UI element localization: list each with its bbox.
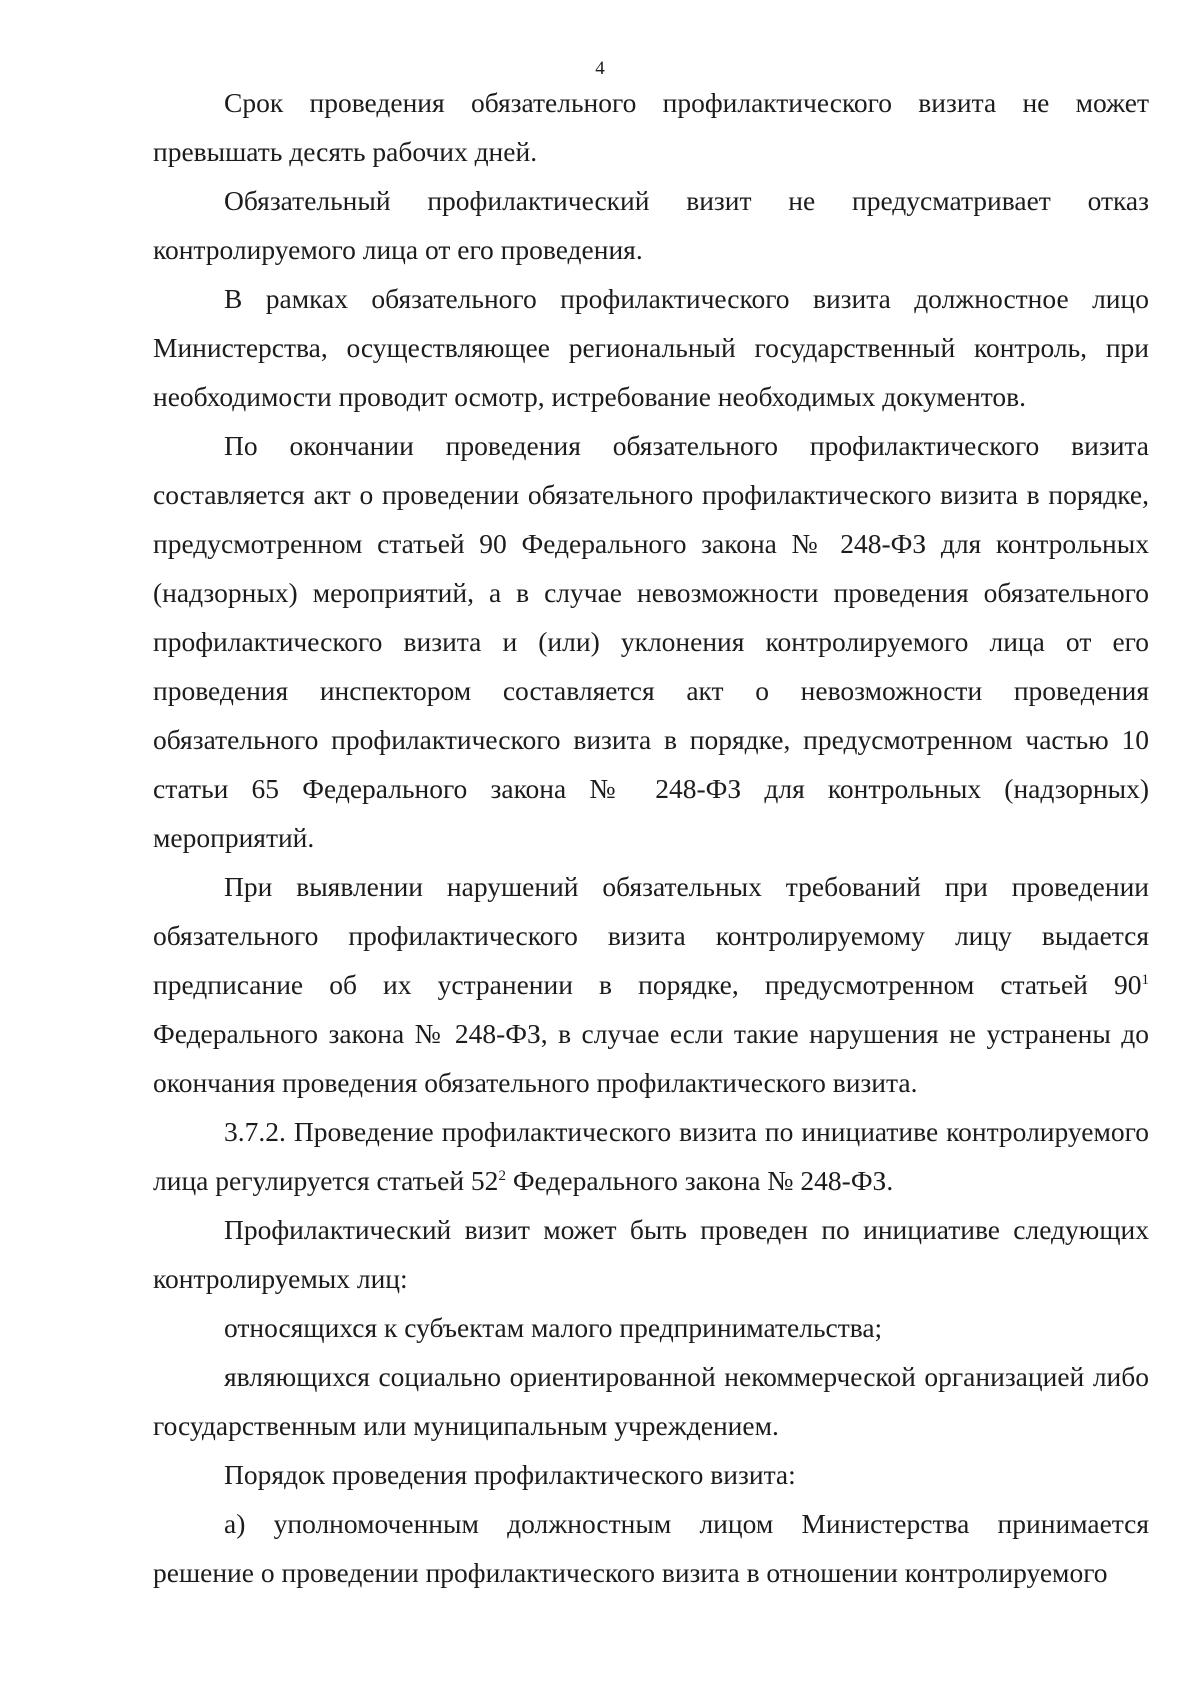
list-item-nonprofit-or-public: являющихся социально ориентированной некоммерческой организацией либо государственным или муниципальным учреждением. [153,1361,1149,1441]
paragraph-section-text-end: Федерального закона № 248-ФЗ. [505,1165,894,1196]
paragraph-section-3-7-2 [153,1107,1149,1205]
paragraph-violations-order [153,862,1149,1107]
document-body [153,78,1149,1597]
article-superscript: 2 [498,1167,506,1184]
paragraph-eligible-persons: Профилактический визит может быть проведен по инициативе следующих контролируемых лиц: [153,1214,1149,1294]
article-superscript: 1 [1141,971,1149,988]
paragraph-violations-text-start: При выявлении нарушений обязательных требований при проведении обязательного профилактического визита контролируемому лицу выдается предписание об их устранении в порядке, предусмотренном статьей 90 [153,871,1149,1000]
paragraph-violations-text-end: Федерального закона № 248-ФЗ, в случае если такие нарушения не устранены до окончания проведения обязательного профилактического визита. [153,1018,1149,1098]
paragraph-section-text-start: 3.7.2. Проведение профилактического визита по инициативе контролируемого лица регулируется статьей 52 [153,1116,1149,1196]
paragraph-official-inspection: В рамках обязательного профилактического визита должностное лицо Министерства, осуществляющее региональный государственный контроль, при необходимости проводит осмотр, истребование необходимых документов. [153,283,1149,412]
page-number: 4 [595,58,605,79]
paragraph-visit-duration: Срок проведения обязательного профилактического визита не может превышать десять рабочих дней. [153,87,1149,167]
paragraph-no-refusal: Обязательный профилактический визит не предусматривает отказ контролируемого лица от его проведения. [153,185,1149,265]
paragraph-procedure-heading: Порядок проведения профилактического визита: [224,1459,796,1490]
paragraph-visit-act: По окончании проведения обязательного профилактического визита составляется акт о проведении обязательного профилактического визита в порядке, предусмотренном статьей 90 Федерального закона № 248-ФЗ для контрольных (надзорных) мероприятий, а в случае невозможности проведения обязательного профилактического визита и (или) уклонения контролируемого лица от его проведения инспектором составляется акт о невозможности проведения обязательного профилактического визита в порядке, предусмотренном частью 10 статьи 65 Федерального закона № 248-ФЗ для контрольных (надзорных) мероприятий. [153,430,1149,853]
paragraph-procedure-item-a: а) уполномоченным должностным лицом Министерства принимается решение о проведении профилактического визита в отношении контролируемого [153,1508,1149,1588]
list-item-small-business: относящихся к субъектам малого предпринимательства; [224,1312,883,1343]
